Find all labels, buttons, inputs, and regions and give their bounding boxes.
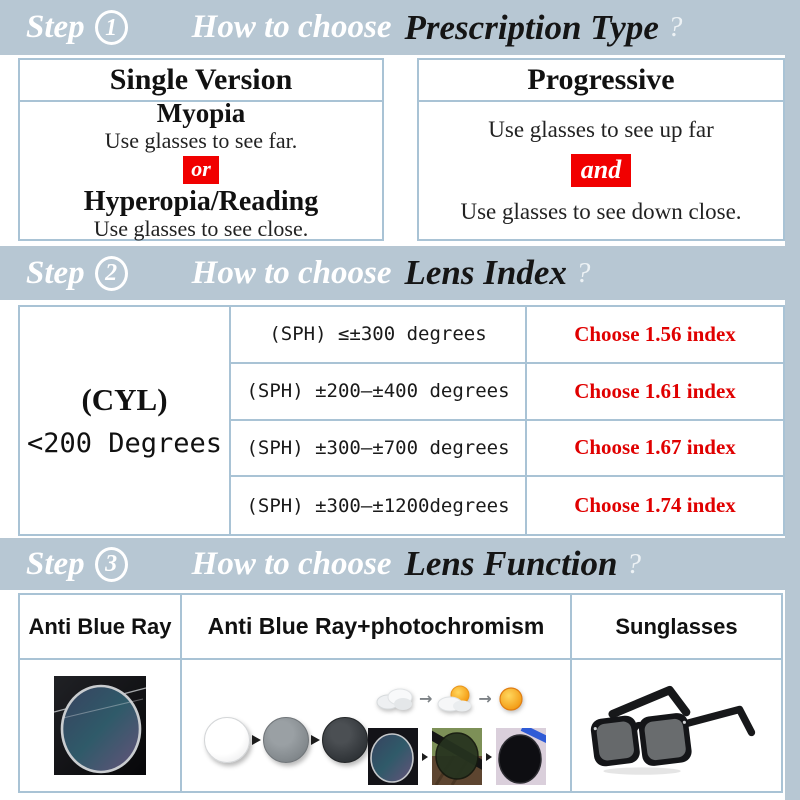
step1-banner [0, 0, 800, 55]
step2-label: Step [26, 254, 85, 291]
or-badge: or [183, 156, 219, 183]
single-vision-card [18, 58, 384, 241]
hyperopia-desc: Use glasses to see close. [93, 216, 309, 242]
myopia-desc: Use glasses to see far. [104, 128, 298, 154]
clouds-icon [376, 686, 414, 712]
cyl-title: (CYL) [81, 382, 168, 417]
arrow-right-icon [311, 735, 320, 745]
gray-lens-icon [263, 717, 309, 763]
clear-lens-icon [204, 717, 250, 763]
anti-blue-lens-image [54, 676, 146, 775]
index-recommendation-2: Choose 1.61 index [527, 364, 783, 421]
index-recommendation-4: Choose 1.74 index [574, 493, 736, 518]
sph-range-2: (SPH) ±200—±400 degrees [231, 364, 527, 421]
arrow-right-icon [252, 735, 261, 745]
progressive-card [417, 58, 785, 241]
arrow-right-icon [486, 753, 492, 761]
index-recommendation-3: Choose 1.67 index [527, 421, 783, 478]
column-sunglasses: Sunglasses [572, 595, 781, 660]
step3-banner [0, 538, 800, 590]
step3-number-badge [95, 547, 128, 582]
step3-question-mark: ? [626, 547, 641, 580]
sph-range-3: (SPH) ±300—±700 degrees [231, 421, 527, 478]
cyl-range: <200 Degrees [26, 428, 223, 459]
progressive-desc-far: Use glasses to see up far [488, 116, 714, 142]
weather-sequence [376, 685, 525, 713]
step2-banner [0, 246, 800, 300]
progressive-body [419, 102, 783, 239]
arrow-right-icon: → [419, 689, 433, 708]
sph-range-1: (SPH) ≤±300 degrees [231, 307, 527, 364]
step2-topic: Lens Index [404, 253, 567, 292]
column-photochromism: Anti Blue Ray+photochromism [182, 595, 572, 660]
arrow-right-icon: → [478, 689, 492, 708]
single-vision-title: Single Version [20, 60, 382, 102]
step3-number: 3 [105, 551, 118, 577]
lens-function-table [18, 593, 783, 793]
progressive-title: Progressive [419, 60, 783, 102]
photochromic-lens-photo-dark [496, 728, 546, 785]
sph-range-4: (SPH) ±300—±1200degrees [231, 477, 527, 534]
step1-number: 1 [105, 14, 118, 41]
sun-icon [497, 685, 525, 713]
index-recommendation-1: Choose 1.56 index [527, 307, 783, 364]
photochromic-lens-stages [368, 728, 546, 785]
step2-number: 2 [105, 260, 118, 286]
hyperopia-label: Hyperopia/Reading [83, 185, 319, 217]
page-right-margin [785, 0, 800, 800]
step3-topic: Lens Function [404, 544, 618, 583]
sun-behind-cloud-icon [437, 685, 473, 713]
lens-index-table [18, 305, 785, 536]
photochromic-lens-photo-clear [368, 728, 418, 785]
step1-topic: Prescription Type [404, 7, 659, 47]
step2-question-mark: ? [575, 256, 591, 289]
progressive-desc-close: Use glasses to see down close. [460, 199, 742, 225]
arrow-right-icon [422, 753, 428, 761]
single-vision-body [20, 98, 382, 242]
step1-question-mark: ? [667, 11, 683, 43]
column-anti-blue-ray: Anti Blue Ray [20, 595, 182, 660]
cyl-cell [20, 307, 231, 534]
dark-lens-icon [322, 717, 368, 763]
myopia-label: Myopia [156, 98, 246, 129]
step1-number-badge [95, 10, 128, 45]
step1-label: Step [26, 9, 85, 45]
step1-prefix: How to choose [191, 9, 392, 45]
step2-number-badge [95, 256, 128, 291]
photochromic-lens-photo-outdoor [432, 728, 482, 785]
sunglasses-cell [572, 660, 781, 791]
and-badge: and [571, 154, 631, 188]
step2-prefix: How to choose [191, 254, 392, 291]
step3-prefix: How to choose [191, 545, 392, 582]
photochromism-cell [182, 660, 572, 791]
anti-blue-ray-cell [20, 660, 182, 791]
sunglasses-image [585, 674, 769, 778]
step3-label: Step [26, 545, 85, 582]
